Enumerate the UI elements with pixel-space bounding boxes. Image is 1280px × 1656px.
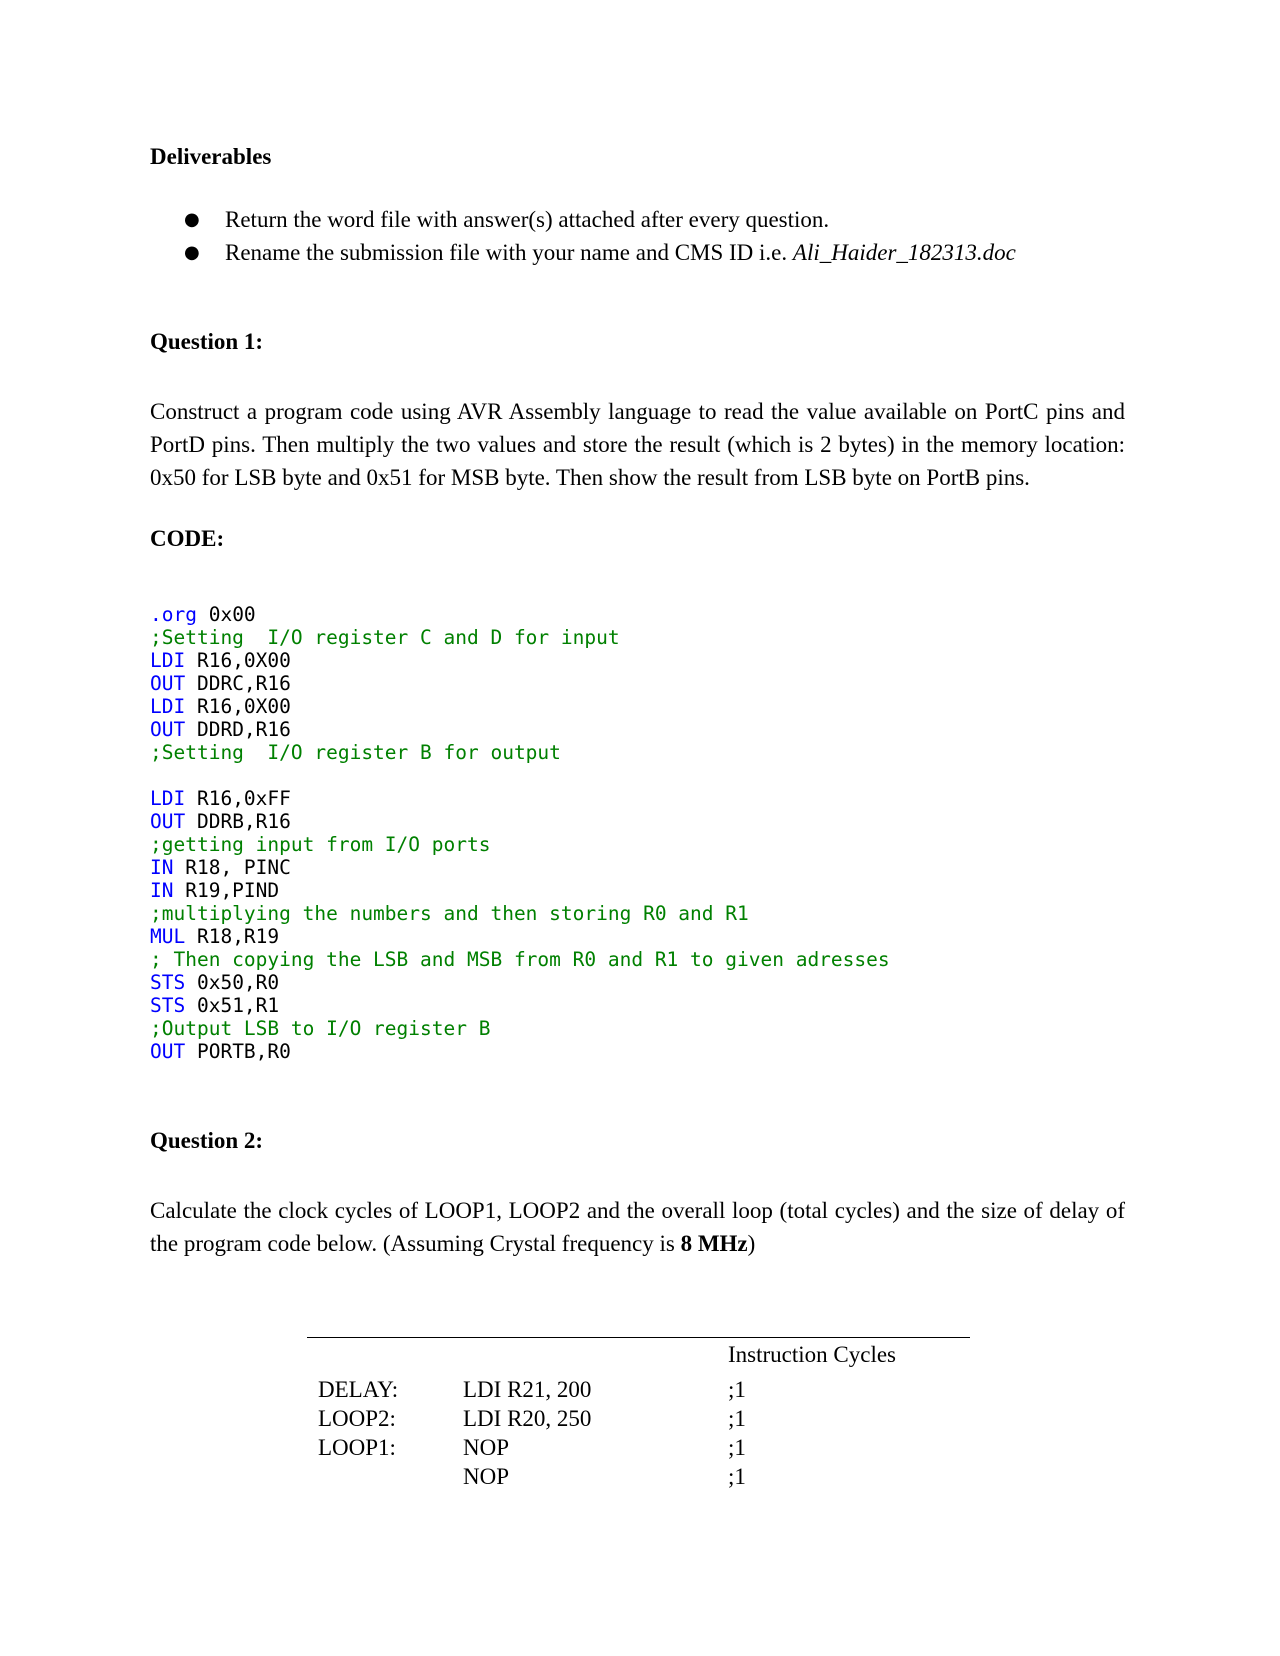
row-label: LOOP2: [318,1406,396,1431]
row-instruction: LDI R20, 250 [463,1406,592,1431]
code-line [150,1017,890,1040]
bullet-icon: ● [184,209,200,230]
code-keyword: LDI [150,787,186,810]
deliverable-text: Rename the submission file with your name and CMS ID i.e. [225,240,793,265]
row-instruction: NOP [463,1435,510,1460]
code-line [150,1040,890,1063]
code-keyword: STS [150,994,186,1017]
code-line [150,856,890,879]
deliverables-list [150,203,1016,269]
code-comment: ;multiplying the numbers and then storing R0 and R1 [150,902,749,925]
code-operands: R16,0xFF [185,787,291,810]
code-operands: DDRC,R16 [185,672,291,695]
code-line [150,948,890,971]
code-keyword: LDI [150,649,186,672]
code-line [150,741,890,764]
table-row [318,1404,828,1433]
list-item [150,236,1016,269]
code-comment: ;Setting I/O register C and D for input [150,626,620,649]
code-line [150,994,890,1017]
code-comment: ;Output LSB to I/O register B [150,1017,491,1040]
question1-body: Construct a program code using AVR Assembly language to read the value available on PortC pins and PortD pins. Then multiply the two values and store the result (which is 2 bytes) in the memory location: 0x50 for LSB byte and 0x51 for MSB byte. Then show the result from LSB byte on PortB pins. [150,399,1125,490]
row-label: DELAY: [318,1377,399,1402]
code-line [150,833,890,856]
code-comment: ; Then copying the LSB and MSB from R0 and R1 to given adresses [150,948,890,971]
row-cycles: ;1 [728,1435,746,1460]
code-line [150,695,890,718]
code-operands: R16,0X00 [185,649,291,672]
code-operands: R16,0X00 [185,695,291,718]
code-keyword: OUT [150,1040,186,1063]
list-item [150,203,1016,236]
row-cycles: ;1 [728,1377,746,1402]
code-line [150,902,890,925]
code-keyword: OUT [150,718,186,741]
row-label: LOOP1: [318,1435,396,1460]
code-keyword: .org [150,603,197,626]
crystal-frequency: 8 MHz [680,1231,748,1256]
code-keyword: IN [150,879,174,902]
code-operands: 0x50,R0 [185,971,280,994]
bullet-icon: ● [184,242,200,263]
code-comment: ;getting input from I/O ports [150,833,491,856]
code-line [150,672,890,695]
question2-text: Calculate the clock cycles of LOOP1, LOOP2 and the overall loop (total cycles) and the size of delay of the program code below. (Assuming Crystal frequency is [150,1198,1125,1256]
code-keyword: IN [150,856,174,879]
code-comment: ;Setting I/O register B for output [150,741,561,764]
code-operands: R18,R19 [185,925,280,948]
delay-code-table [318,1375,828,1491]
question2-text-end: ) [747,1231,756,1256]
code-heading: CODE: [150,526,225,551]
code-line [150,649,890,672]
code-line [150,810,890,833]
code-blank-line [150,764,890,787]
code-line [150,626,890,649]
code-line [150,718,890,741]
code-operands: 0x51,R1 [185,994,280,1017]
code-operands: DDRD,R16 [185,718,291,741]
code-keyword: OUT [150,810,186,833]
row-cycles: ;1 [728,1464,746,1489]
row-label [318,1462,463,1491]
instruction-cycles-header: Instruction Cycles [728,1342,896,1367]
code-keyword: STS [150,971,186,994]
question2-heading: Question 2: [150,1128,264,1153]
code-line [150,879,890,902]
example-filename: Ali_Haider_182313.doc [792,240,1016,265]
code-operands: R19,PIND [173,879,280,902]
code-line [150,925,890,948]
table-row [318,1433,828,1462]
row-instruction: NOP [463,1464,510,1489]
deliverable-text: Return the word file with answer(s) attached after every question. [225,207,830,232]
table-row [318,1375,828,1404]
question2-body [150,1194,1125,1260]
code-keyword: MUL [150,925,186,948]
code-operands: R18, PINC [173,856,291,879]
row-cycles: ;1 [728,1406,746,1431]
document-page [150,0,1125,1656]
question1-heading: Question 1: [150,329,264,354]
code-operands: DDRB,R16 [185,810,291,833]
code-line [150,971,890,994]
code-keyword: LDI [150,695,186,718]
code-operands: 0x00 [196,603,256,626]
code-line [150,603,890,626]
code-keyword: OUT [150,672,186,695]
code-operands: PORTB,R0 [185,1040,291,1063]
code-line [150,787,890,810]
table-row [318,1462,828,1491]
code-block [150,603,890,1063]
deliverables-heading: Deliverables [150,144,272,169]
row-instruction: LDI R21, 200 [463,1377,592,1402]
